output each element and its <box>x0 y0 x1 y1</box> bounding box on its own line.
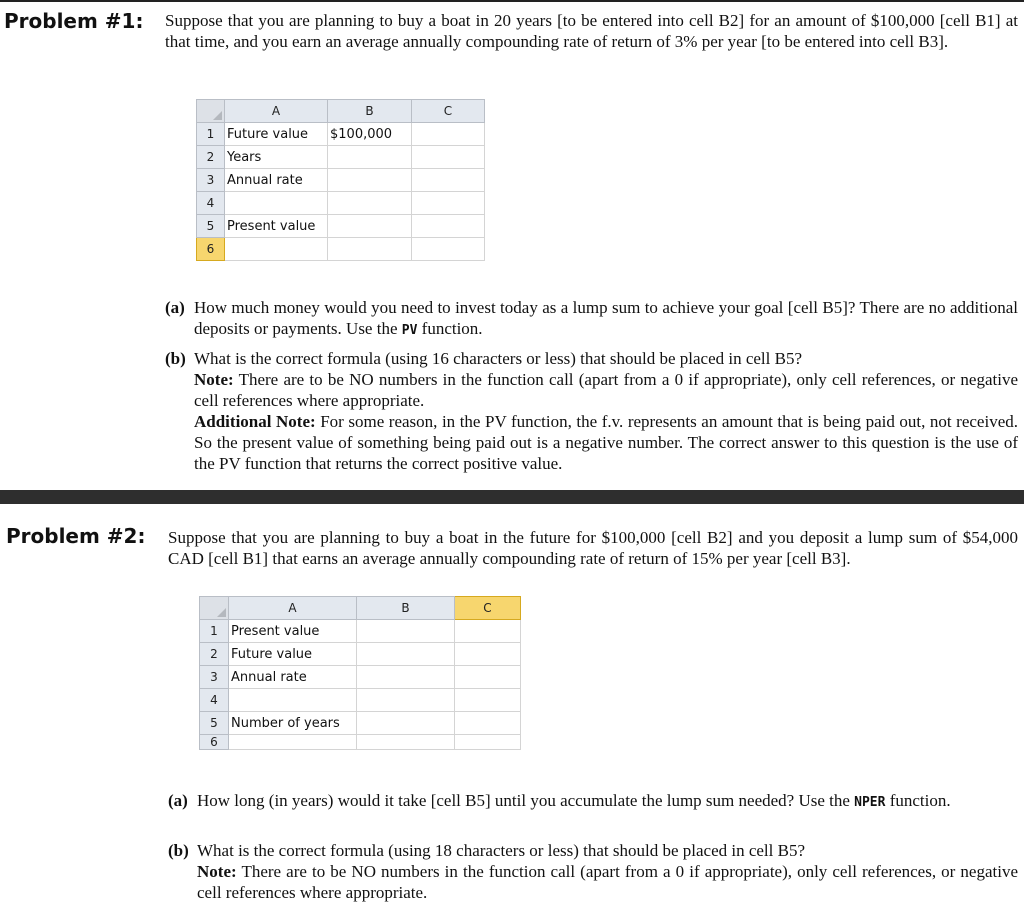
cell-c6[interactable] <box>412 238 485 261</box>
column-header-c[interactable]: C <box>455 597 521 620</box>
section-divider <box>0 490 1024 504</box>
cell-a3[interactable]: Annual rate <box>225 169 328 192</box>
cell-c4[interactable] <box>412 192 485 215</box>
part-a-marker: (a) <box>168 791 188 810</box>
part-a-text-1: How much money would you need to invest today as a lump sum to achieve your goal [cell B5]? There are no additional deposits or payments. Use the <box>194 298 1018 338</box>
part-a-text-2: function. <box>421 319 483 338</box>
row-header-3[interactable]: 3 <box>197 169 225 192</box>
note-text: There are to be NO numbers in the function call (apart from a 0 if appropriate), only cell references, or negative cell references where appropriate. <box>194 370 1018 410</box>
row-header-6[interactable]: 6 <box>200 735 229 750</box>
cell-a4[interactable] <box>229 689 357 712</box>
cell-a6[interactable] <box>229 735 357 750</box>
part-a-function: NPER <box>854 795 886 810</box>
cell-c2[interactable] <box>412 146 485 169</box>
part-a-marker: (a) <box>165 298 185 317</box>
cell-b5[interactable] <box>328 215 412 238</box>
column-header-c[interactable]: C <box>412 100 485 123</box>
cell-c5[interactable] <box>412 215 485 238</box>
problem-1-part-a <box>165 297 1018 339</box>
cell-c1[interactable] <box>455 620 521 643</box>
part-a-function: PV <box>401 323 418 338</box>
select-all-corner[interactable] <box>200 597 229 620</box>
cell-b4[interactable] <box>357 689 455 712</box>
part-b-question: What is the correct formula (using 16 characters or less) that should be placed in cell B5? <box>194 349 803 368</box>
problem-1-heading: Problem #1: <box>4 9 144 33</box>
cell-c6[interactable] <box>455 735 521 750</box>
top-border <box>0 0 1024 2</box>
cell-c5[interactable] <box>455 712 521 735</box>
row-header-6[interactable]: 6 <box>197 238 225 261</box>
column-header-a[interactable]: A <box>229 597 357 620</box>
part-b-note <box>197 861 1018 903</box>
problem-1-intro <box>165 10 1018 52</box>
row-header-1[interactable]: 1 <box>200 620 229 643</box>
cell-b1[interactable]: $100,000 <box>328 123 412 146</box>
row-header-5[interactable]: 5 <box>200 712 229 735</box>
part-b-additional-note <box>194 411 1018 474</box>
problem-2-intro <box>168 527 1018 569</box>
problem-2-part-b <box>168 840 1018 903</box>
note-label: Note: <box>194 370 234 389</box>
cell-a1[interactable]: Present value <box>229 620 357 643</box>
row-header-2[interactable]: 2 <box>197 146 225 169</box>
row-header-4[interactable]: 4 <box>200 689 229 712</box>
cell-a4[interactable] <box>225 192 328 215</box>
part-b-question: What is the correct formula (using 18 characters or less) that should be placed in cell B5? <box>197 841 806 860</box>
cell-b4[interactable] <box>328 192 412 215</box>
row-header-5[interactable]: 5 <box>197 215 225 238</box>
part-b-text <box>197 840 1018 903</box>
cell-c4[interactable] <box>455 689 521 712</box>
cell-b2[interactable] <box>328 146 412 169</box>
part-b-marker: (b) <box>168 841 189 860</box>
row-header-3[interactable]: 3 <box>200 666 229 689</box>
cell-a5[interactable]: Present value <box>225 215 328 238</box>
cell-b6[interactable] <box>328 238 412 261</box>
row-header-2[interactable]: 2 <box>200 643 229 666</box>
problem-2-intro-text: Suppose that you are planning to buy a boat in the future for $100,000 [cell B2] and you deposit a lump sum of $54,000 CAD [cell B1] that earns an average annually compounding rate of return of 15% per year [cell B3]. <box>168 528 1018 568</box>
column-header-a[interactable]: A <box>225 100 328 123</box>
cell-c2[interactable] <box>455 643 521 666</box>
cell-b3[interactable] <box>357 666 455 689</box>
cell-a2[interactable]: Future value <box>229 643 357 666</box>
problem-2-part-a <box>168 790 1018 832</box>
cell-b2[interactable] <box>357 643 455 666</box>
column-header-b[interactable]: B <box>328 100 412 123</box>
problem-1-part-b <box>165 348 1018 478</box>
additional-note-label: Additional Note: <box>194 412 316 431</box>
problem-1-spreadsheet <box>196 99 485 261</box>
part-a-text-1: How long (in years) would it take [cell B5] until you accumulate the lump sum needed? Use the <box>197 791 850 810</box>
part-b-marker: (b) <box>165 349 186 368</box>
note-text: There are to be NO numbers in the function call (apart from a 0 if appropriate), only cell references, or negative cell references where appropriate. <box>197 862 1018 902</box>
cell-a5[interactable]: Number of years <box>229 712 357 735</box>
cell-b6[interactable] <box>357 735 455 750</box>
cell-a6[interactable] <box>225 238 328 261</box>
part-a-text <box>197 790 1018 813</box>
problem-1-intro-text: Suppose that you are planning to buy a boat in 20 years [to be entered into cell B2] for an amount of $100,000 [cell B1] at that time, and you earn an average annually compounding rate of return of 3% per year [to be entered into cell B3]. <box>165 11 1018 51</box>
note-label: Note: <box>197 862 237 881</box>
part-b-text <box>194 348 1018 474</box>
row-header-4[interactable]: 4 <box>197 192 225 215</box>
cell-b3[interactable] <box>328 169 412 192</box>
cell-b5[interactable] <box>357 712 455 735</box>
cell-a1[interactable]: Future value <box>225 123 328 146</box>
problem-2-spreadsheet <box>199 596 521 750</box>
additional-note-text: For some reason, in the PV function, the f.v. represents an amount that is being paid out, not received. So the present value of something being paid out is a negative number. The correct answer to this question is the use of the PV function that returns the correct positive value. <box>194 412 1018 473</box>
part-a-text <box>194 297 1018 341</box>
row-header-1[interactable]: 1 <box>197 123 225 146</box>
part-b-note <box>194 369 1018 411</box>
problem-2-heading: Problem #2: <box>6 524 146 548</box>
cell-c1[interactable] <box>412 123 485 146</box>
cell-b1[interactable] <box>357 620 455 643</box>
cell-c3[interactable] <box>455 666 521 689</box>
column-header-b[interactable]: B <box>357 597 455 620</box>
select-all-corner[interactable] <box>197 100 225 123</box>
part-a-text-2: function. <box>889 791 951 810</box>
cell-c3[interactable] <box>412 169 485 192</box>
cell-a3[interactable]: Annual rate <box>229 666 357 689</box>
cell-a2[interactable]: Years <box>225 146 328 169</box>
